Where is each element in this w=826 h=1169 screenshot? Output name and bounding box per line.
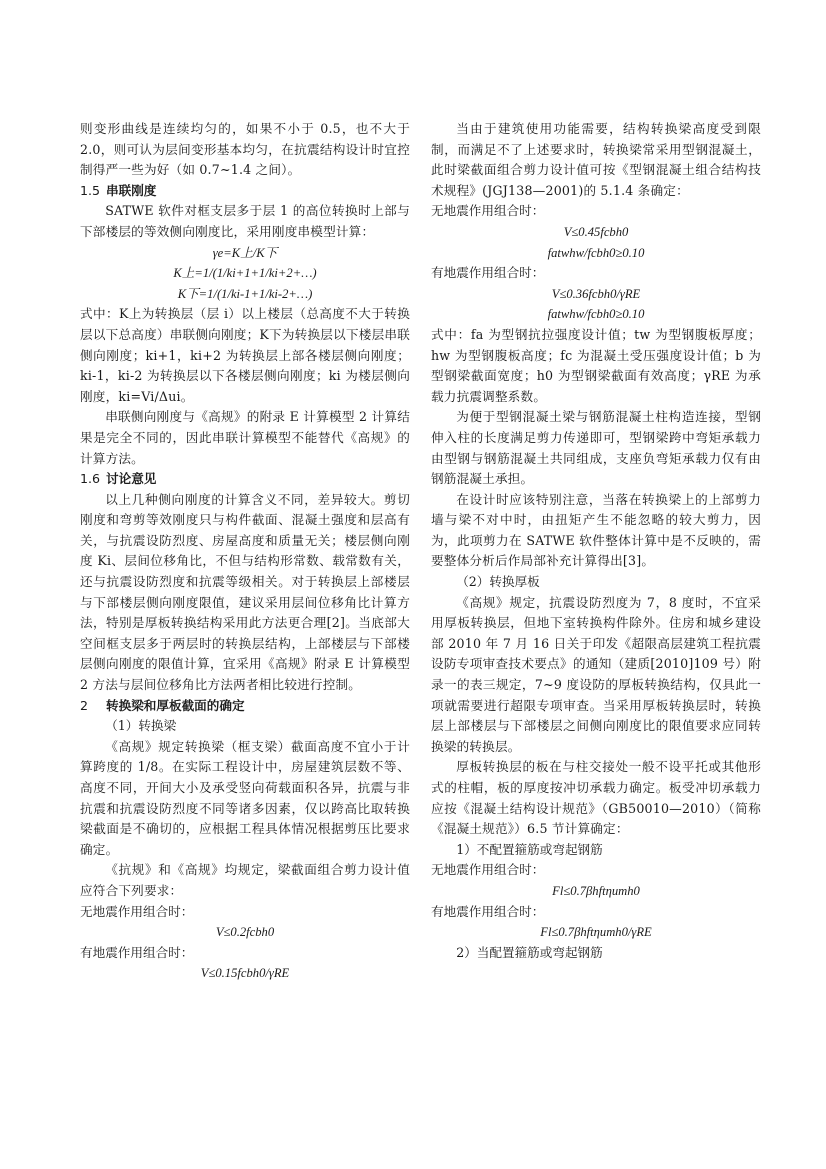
equation-s3: V≤0.36fcbh0/γRE bbox=[551, 286, 641, 301]
list-item-2: 2）当配置箍筋或弯起钢筋 bbox=[456, 944, 603, 960]
list-item-1: 1）不配置箍筋或弯起钢筋 bbox=[456, 841, 603, 857]
section-heading-1-5 bbox=[80, 181, 410, 202]
section-number: 2 bbox=[80, 697, 89, 713]
paragraph-attention: 在设计时应该特别注意，当落在转换梁上的上部剪力墙与梁不对中时，由扭矩产生不能忽略的较大剪力，因为，此项剪力在 SATWE 软件整体计算中是不反映的，需要整体分析后作局部补充计算得出[3]。 bbox=[431, 491, 761, 569]
paragraph-intro: 则变形曲线是连续均匀的，如果不小于 0.5，也不大于 2.0，则可认为层间变形基本均匀，在抗震结构设计时宜控制得严一些为好（如 0.7~1.4 之间）。 bbox=[80, 121, 410, 178]
equation-s1: V≤0.45fcbh0 bbox=[563, 224, 629, 239]
equation-k-upper: K上=1/(1/ki+1+1/ki+2+…) bbox=[173, 266, 317, 281]
paragraph-construct: 为便于型钢混凝土梁与钢筋混凝土柱构造连接，型钢伸入柱的长度满足剪力传递即可，型钢梁跨中弯矩承载力由型钢与钢筋混凝土共同组成，支座负弯矩承载力仅有由钢筋混凝土承担。 bbox=[431, 409, 761, 487]
label-nonseismic: 无地震作用组合时： bbox=[431, 862, 545, 878]
label-nonseismic: 无地震作用组合时： bbox=[431, 203, 545, 219]
section-number: 1.6 bbox=[80, 471, 101, 487]
equation-k-lower: K下=1/(1/ki-1+1/ki-2+…) bbox=[177, 286, 313, 301]
subheading-transfer-slab: （2）转换厚板 bbox=[456, 574, 540, 590]
equation-f2: Fl≤0.7βhftηumh0/γRE bbox=[540, 925, 652, 940]
paragraph-beam-1: 《高规》规定转换梁（框支梁）截面高度不宜小于计算跨度的 1/8。在实际工程设计中，房屋建筑层数不等、高度不同，开间大小及承受竖向荷载面积各异，抗震与非抗震和抗震设防烈度不同等诸多因素，仅以跨高比取转换梁截面是不确切的，应根据工程具体情况根据剪压比要求确定。 bbox=[80, 738, 410, 857]
equation-v2: V≤0.15fcbh0/γRE bbox=[200, 966, 290, 981]
equation-gamma: γe=K上/K下 bbox=[212, 245, 278, 260]
paragraph-slab-2: 厚板转换层的板在与柱交接处一般不设平托或其他形式的柱帽，板的厚度按冲切承载力确定。板受冲切承载力应按《混凝土结构设计规范》（GB50010—2010）（简称《混凝土规范》）6.5 节计算确定： bbox=[431, 759, 761, 837]
equation-v1: V≤0.2fcbh0 bbox=[215, 925, 275, 940]
paragraph-where-1: 式中：K上为转换层（层 i）以上楼层（总高度不大于转换层以下总高度）串联侧向刚度；K下为转换层以下楼层串联侧向刚度；ki+1，ki+2 为转换层上部各楼层侧向刚度；ki-1，ki-2 为转换层以下各楼层侧向刚度；ki 为楼层侧向刚度，ki=Vi/Δui。 bbox=[80, 306, 410, 404]
paragraph-slab-1: 《高规》规定，抗震设防烈度为 7，8 度时，不宜采用厚板转换层，但地下室转换构件除外。住房和城乡建设部 2010 年 7 月 16 日关于印发《超限高层建筑工程抗震设防专项审查技术要点》的通知（建质[2010]109 号）附录一的表三规定，7~9 度设防的厚板转换结构，仅具此一项就需要进行超限专项审查。当采用厚板转换层时，转换层上部楼层与下部楼层之间侧向刚度比的限值要求应同转换梁的转换层。 bbox=[431, 594, 761, 754]
label-seismic: 有地震作用组合时： bbox=[431, 265, 545, 281]
label-seismic: 有地震作用组合时： bbox=[80, 944, 194, 960]
section-number: 1.5 bbox=[80, 182, 101, 198]
equation-s2: fatwhw/fcbh0≥0.10 bbox=[547, 245, 645, 260]
label-seismic: 有地震作用组合时： bbox=[431, 903, 545, 919]
subheading-transfer-beam: （1）转换梁 bbox=[105, 718, 177, 734]
equation-s4: fatwhw/fcbh0≥0.10 bbox=[547, 307, 645, 322]
paragraph-discussion: 以上几种侧向刚度的计算含义不同，差异较大。剪切刚度和弯剪等效刚度只与构件截面、混凝土强度和层高有关，与抗震设防烈度、房屋高度和质量无关；楼层侧向刚度 Ki、层间位移角比，不但与结构形常数、载常数有关，还与抗震设防烈度和抗震等级相关。对于转换层上部楼层与下部楼层侧向刚度限值，建议采用层间位移角比计算方法，特别是厚板转换结构采用此方法更合理[2]。当底部大空间框支层多于两层时的转换层结构，上部楼层与下部楼层侧向刚度的限值计算，宜采用《高规》附录 E 计算模型 2 方法与层间位移角比方法两者相比较进行控制。 bbox=[80, 491, 410, 693]
right-column bbox=[431, 119, 761, 963]
section-title: 讨论意见 bbox=[106, 471, 157, 487]
paragraph-where-2: 式中：fa 为型钢抗拉强度设计值；tw 为型钢腹板厚度；hw 为型钢腹板高度；fc 为混凝土受压强度设计值；b 为型钢梁截面宽度；h0 为型钢梁截面有效高度；γRE 为承载力抗震调整系数。 bbox=[431, 326, 761, 404]
section-heading-1-6 bbox=[80, 469, 410, 490]
section-title: 串联刚度 bbox=[106, 182, 157, 198]
equation-f1: Fl≤0.7βhftηumh0 bbox=[552, 883, 640, 898]
paragraph-steel: 当由于建筑使用功能需要，结构转换梁高度受到限制，而满足不了上述要求时，转换梁常采用型钢混凝土，此时梁截面组合剪力设计值可按《型钢混凝土组合结构技术规程》(JGJ138—2001)的 5.1.4 条确定： bbox=[431, 121, 761, 198]
label-nonseismic: 无地震作用组合时： bbox=[80, 903, 194, 919]
paragraph-satwe: SATWE 软件对框支层多于层 1 的高位转换时上部与下部楼层的等效侧向刚度比，采用刚度串模型计算： bbox=[80, 203, 410, 239]
paragraph-series: 串联侧向刚度与《高规》的附录 E 计算模型 2 计算结果是完全不同的，因此串联计算模型不能替代《高规》的计算方法。 bbox=[80, 409, 410, 466]
section-title: 转换梁和厚板截面的确定 bbox=[106, 697, 245, 713]
left-column bbox=[80, 119, 410, 984]
paragraph-beam-2: 《抗规》和《高规》均规定，梁截面组合剪力设计值应符合下列要求： bbox=[80, 862, 410, 898]
section-heading-2 bbox=[80, 696, 410, 717]
